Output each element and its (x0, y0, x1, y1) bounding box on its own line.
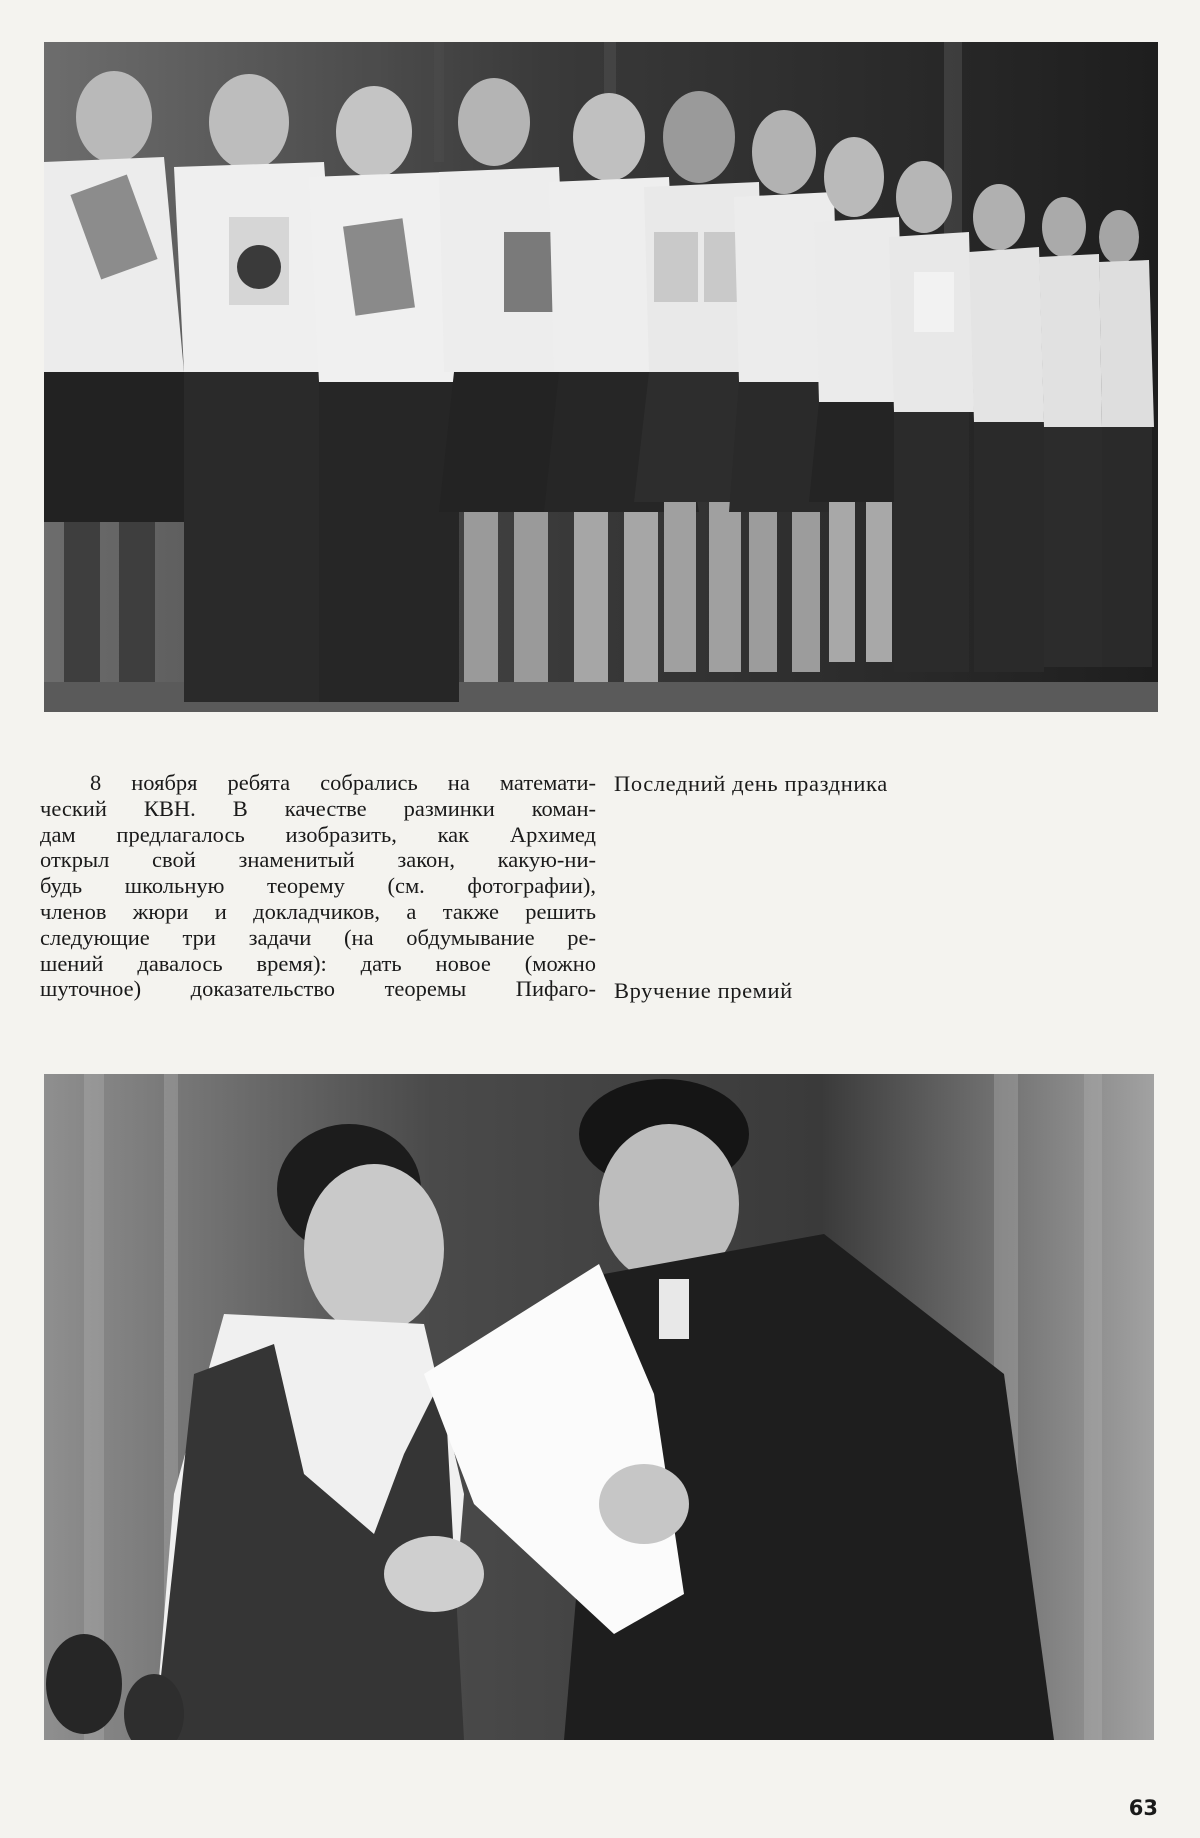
paragraph-line: открыл свой знаменитый закон, какую-ни- (40, 847, 596, 873)
article-paragraph (40, 770, 596, 1002)
caption-bottom-photo: Вручение премий (614, 978, 793, 1003)
page-number: 63 (1128, 1796, 1158, 1820)
paragraph-line: шений давалось время): дать новое (можно (40, 950, 596, 976)
paragraph-line: будь школьную теорему (см. фотографии), (40, 873, 596, 899)
photo-students-on-stage (44, 42, 1158, 712)
paragraph-line: дам предлагалось изобразить, как Архимед (40, 821, 596, 847)
photo-award-ceremony (44, 1074, 1154, 1740)
paragraph-line: шуточное) доказательство теоремы Пифаго- (40, 976, 596, 1002)
paragraph-line: ческий КВН. В качестве разминки коман- (40, 795, 596, 821)
paragraph-line: членов жюри и докладчиков, а также решить (40, 898, 596, 924)
paragraph-line: следующие три задачи (на обдумывание ре- (40, 924, 596, 950)
caption-top-photo: Последний день праздника (614, 771, 888, 796)
paragraph-line: 8 ноября ребята собрались на математи- (90, 770, 596, 795)
